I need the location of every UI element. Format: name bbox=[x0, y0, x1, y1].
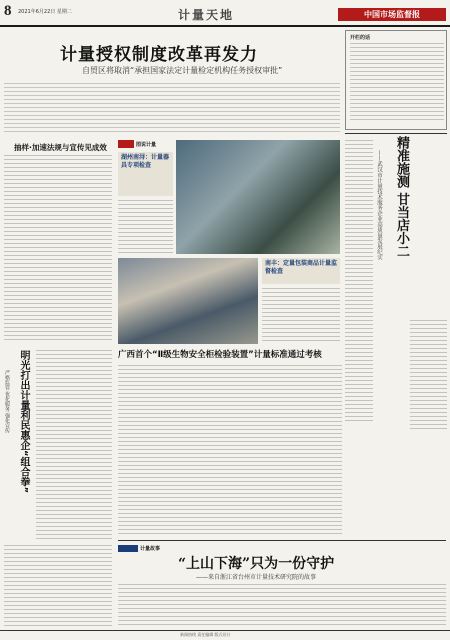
bottom-left-body bbox=[4, 545, 112, 627]
caption-2-body bbox=[262, 288, 340, 344]
bottom-subhead: ——来自浙江省台州市计量技术研究院的故事 bbox=[196, 574, 317, 581]
footer-text: 新闻热线 责任编辑 版式设计 bbox=[180, 632, 231, 637]
left-col-body bbox=[4, 155, 112, 340]
divider bbox=[118, 540, 446, 541]
vertical-headline-right: 精准施测 甘当店小二 bbox=[394, 136, 409, 258]
sidebar-title: 开栏的话 bbox=[350, 35, 371, 41]
vertical-headline-left: 明光打出计量利民惠企“组合拳” bbox=[18, 350, 29, 494]
caption-box-2 bbox=[262, 258, 340, 284]
section-title: 计量天地 bbox=[178, 8, 235, 22]
photo-inspection-1 bbox=[176, 140, 340, 254]
guangxi-headline: 广西首个“Ⅱ级生物安全柜检验装置”计量标准通过考核 bbox=[118, 350, 322, 360]
camera-icon bbox=[118, 140, 134, 148]
lead-subhead: 自贸区将取消“承担国家法定计量检定机构任务授权审批” bbox=[82, 66, 283, 75]
guangxi-body bbox=[118, 365, 342, 535]
photo-story-label: 图说计量 bbox=[136, 142, 157, 148]
left-col-body-2 bbox=[36, 350, 112, 540]
masthead: 中国市场监督报 bbox=[338, 8, 446, 21]
caption-box-1 bbox=[118, 152, 173, 196]
divider bbox=[345, 133, 447, 134]
sidebar-body bbox=[350, 43, 444, 123]
photo-inspection-2 bbox=[118, 258, 258, 344]
story-tag-icon bbox=[118, 545, 138, 552]
lead-body-text bbox=[4, 83, 340, 133]
bottom-headline: “上山下海”只为一份守护 bbox=[178, 556, 335, 572]
lead-headline: 计量授权制度改革再发力 bbox=[60, 45, 258, 65]
right-col-body-a bbox=[345, 140, 373, 422]
caption-2: 南丰：定量包装商品计量监督检查 bbox=[265, 260, 338, 275]
page-number: 8 bbox=[4, 3, 12, 19]
right-col-body-b bbox=[410, 320, 447, 430]
caption-1: 湖州南浔：计量器具专项检查 bbox=[121, 154, 170, 169]
page-header bbox=[0, 0, 450, 27]
issue-date: 2021年6月22日 星期二 bbox=[18, 9, 72, 15]
vertical-subhead-right: ——武汉市计量技术服务企业高质量发展纪实 bbox=[376, 150, 382, 260]
footer-rule bbox=[0, 630, 450, 631]
vertical-subhead-left: 严格监管 优化服务 强化宣传 bbox=[4, 370, 10, 434]
story-tag: 计量故事 bbox=[140, 546, 161, 552]
left-col-title: 抽样·加速法规与宣传见成效 bbox=[14, 143, 107, 152]
sidebar-box bbox=[345, 30, 447, 130]
caption-1-body bbox=[118, 200, 173, 255]
bottom-body bbox=[118, 584, 446, 627]
